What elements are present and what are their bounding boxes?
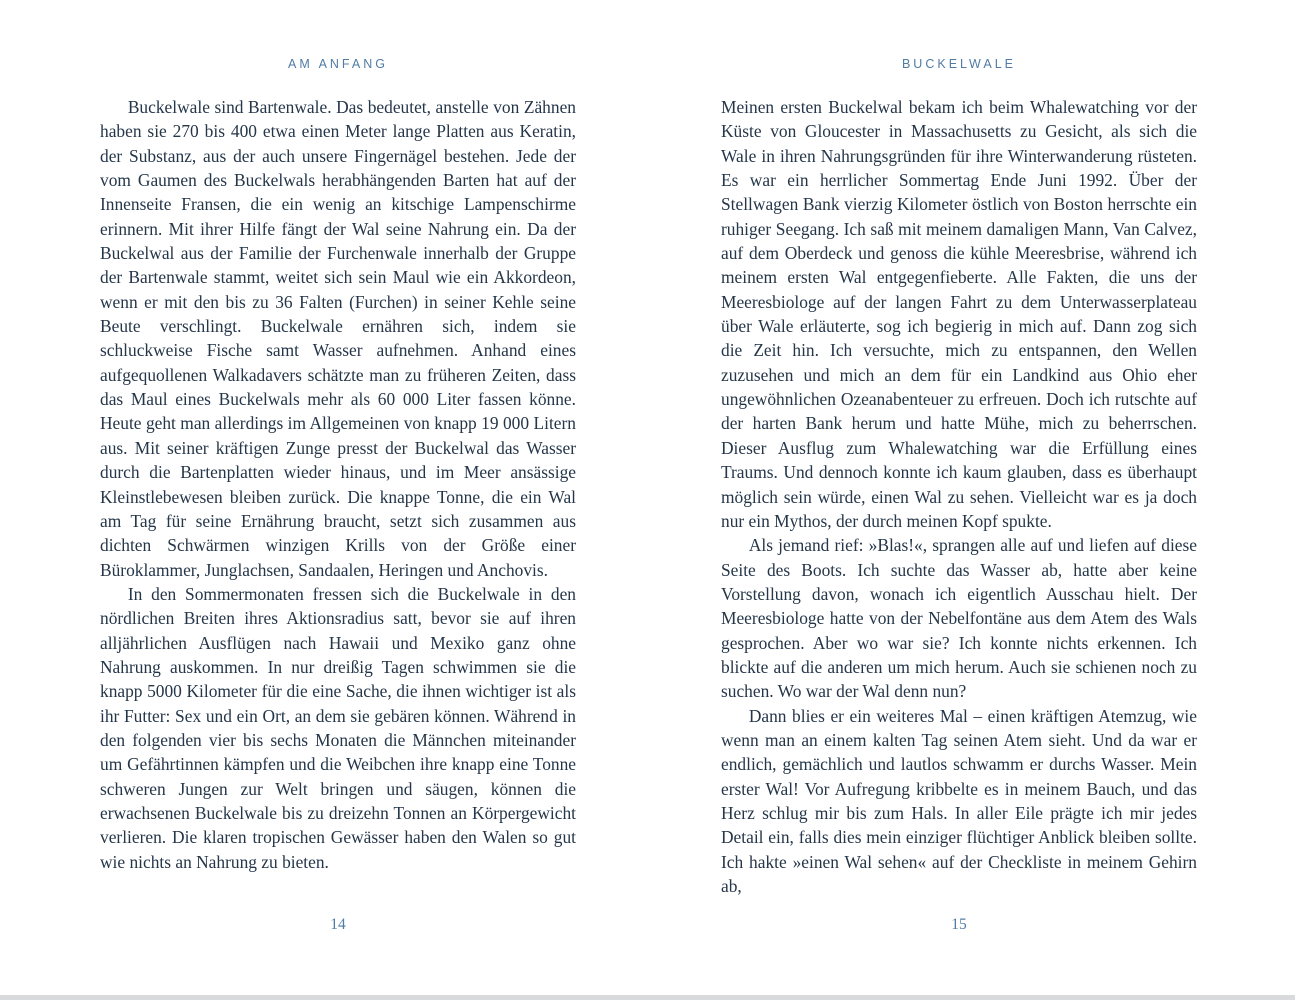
paragraph: Dann blies er ein weiteres Mal – einen kräftigen Atemzug, wie wenn man an einem kalten Tag seinen Atem sieht. Und da war er endlich, gemächlich und lautlos schwamm er durchs Wasser. Mein erster Wal! Vor Aufregung kribbelte es in meinem Bauch, und das Herz schlug mir bis zum Hals. In aller Eile prägte ich mir jedes Detail ein, falls dies mein einziger flüchtiger Anblick bleiben sollte. Ich hakte »einen Wal sehen« auf der Checkliste in meinem Gehirn ab, [721, 705, 1197, 896]
page-number-right: 15 [951, 916, 967, 933]
paragraph: Meinen ersten Buckelwal bekam ich beim Whalewatching vor der Küste von Gloucester in Massachusetts zu Gesicht, als sich die Wale in ihren Nahrungsgründen für ihre Winterwanderung rüsteten. Es war ein herrlicher Sommertag Ende Juni 1992. Über der Stellwagen Bank vierzig Kilometer östlich von Boston herrschte ein ruhiger Seegang. Ich saß mit meinem damaligen Mann, Van Calvez, auf dem Oberdeck und genoss die kühle Meeresbrise, während ich meinem ersten Wal entgegenfieberte. Alle Fakten, die uns der Meeresbiologe auf der langen Fahrt zu dem Unterwasserplateau über Wale erläuterte, sog ich begierig in mich auf. Dann zog sich die Zeit hin. Ich versuchte, mich zu entspannen, den Wellen zuzusehen und mich an dem für ein Landkind aus Ohio eher ungewöhnlichen Ozeanabenteuer zu erfreuen. Doch ich rutschte auf der harten Bank herum und hatte Mühe, mich zu beherrschen. Dieser Ausflug zum Whalewatching war die Erfüllung eines Traums. Und dennoch konnte ich kaum glauben, dass es überhaupt möglich sein würde, einen Wal zu sehen. Vielleicht war es ja doch nur ein Mythos, der durch meinen Kopf spukte. [721, 97, 1197, 531]
left-page [100, 0, 576, 1000]
paragraph: In den Sommermonaten fressen sich die Buckelwale in den nördlichen Breiten ihres Aktionsradius satt, bevor sie auf ihren alljährlichen Ausflügen nach Hawaii und Mexiko ganz ohne Nahrung auskommen. In nur dreißig Tagen schwimmen sie die knapp 5000 Kilometer für die eine Sache, die ihnen wichtiger ist als ihr Futter: Sex und ein Ort, an dem sie gebären können. Während in den folgenden vier bis sechs Monaten die Männchen miteinander um Gefährtinnen kämpfen und die Weibchen ihre knapp eine Tonne schweren Jungen zur Welt bringen und säugen, können die erwachsenen Buckelwale bis zu dreizehn Tonnen an Körpergewicht verlieren. Die klaren tropischen Gewässer haben den Walen so gut wie nichts an Nahrung zu bieten. [100, 583, 576, 872]
bottom-divider [0, 995, 1295, 1000]
page-number-left: 14 [330, 916, 346, 933]
running-header-left: AM ANFANG [288, 57, 388, 71]
paragraph: Buckelwale sind Bartenwale. Das bedeutet, anstelle von Zähnen haben sie 270 bis 400 etwa einen Meter lange Platten aus Keratin, der Substanz, aus der auch unsere Fingernägel bestehen. Jede der vom Gaumen des Buckelwals herabhängenden Barten hat auf der Innenseite Fransen, die ein wenig an kitschige Lampenschirme erinnern. Mit ihrer Hilfe fängt der Wal seine Nahrung ein. Da der Buckelwal aus der Familie der Furchenwale innerhalb der Gruppe der Bartenwale stammt, weitet sich sein Maul wie ein Akkordeon, wenn er mit den bis zu 36 Falten (Furchen) in seiner Kehle seine Beute verschlingt. Buckelwale ernähren sich, indem sie schluckweise Fische samt Wasser aufnehmen. Anhand eines aufgequollenen Walkadavers schätzte man zu früheren Zeiten, dass das Maul eines Buckelwals mehr als 60 000 Liter fassen könne. Heute geht man allerdings im Allgemeinen von knapp 19 000 Litern aus. Mit seiner kräftigen Zunge presst der Buckelwal das Wasser durch die Bartenplatten wieder hinaus, und im Meer ansässige Kleinstlebewesen bleiben zurück. Die knappe Tonne, die ein Wal am Tag für seine Ernährung braucht, setzt sich zusammen aus dichten Schwärmen winzigen Krills von der Größe einer Büroklammer, Junglachsen, Sandaalen, Heringen und Anchovis. [100, 97, 576, 580]
left-page-body [100, 95, 576, 874]
right-page-body [721, 95, 1197, 898]
running-header-right: BUCKELWALE [901, 57, 1017, 71]
right-page [721, 0, 1197, 1000]
paragraph: Als jemand rief: »Blas!«, sprangen alle auf und liefen auf diese Seite des Boots. Ich suchte das Wasser ab, hatte aber keine Vorstellung davon, wonach ich eigentlich Ausschau hielt. Der Meeresbiologe hatte von der Nebelfontäne aus dem Atem des Wals gesprochen. Aber wo war sie? Ich konnte nichts erkennen. Ich blickte auf die anderen um mich herum. Auch sie schienen noch zu suchen. Wo war der Wal denn nun? [721, 535, 1197, 702]
